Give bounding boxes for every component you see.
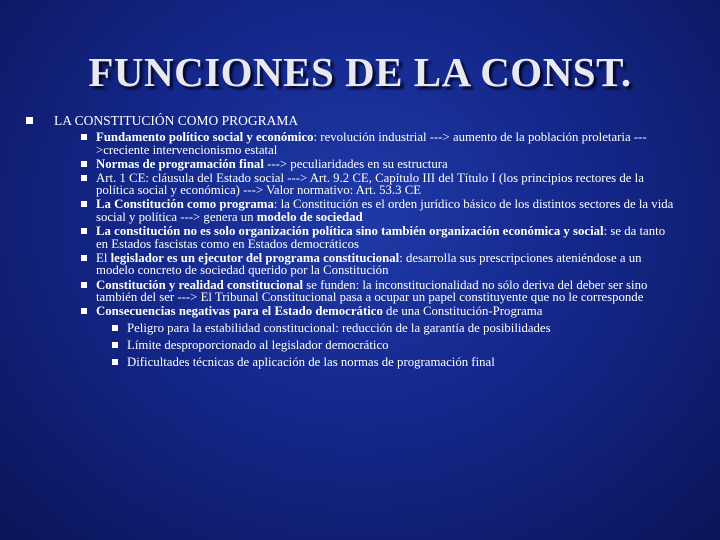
list-item xyxy=(81,279,676,304)
sub-list-item xyxy=(112,337,676,354)
item-text: ---> peculiaridades en su estructura xyxy=(263,156,448,171)
sub-item-text: Peligro para la estabilidad constitucional: reducción de la garantía de posibilidades xyxy=(127,320,551,335)
sub-list-item xyxy=(112,320,676,337)
item-text: de una Constitución-Programa xyxy=(382,304,543,319)
sub-item-text: Límite desproporcionado al legislador democrático xyxy=(127,337,389,352)
item-text: : se da tanto en Estados fascistas como en Estados democráticos xyxy=(96,224,666,251)
slide-content xyxy=(26,113,706,372)
square-bullet-icon xyxy=(81,175,87,181)
item-text: : revolución industrial ---> aumento de la población proletaria --->creciente intervencionismo estatal xyxy=(96,130,647,157)
list-item xyxy=(81,172,676,197)
square-bullet-icon xyxy=(112,342,118,348)
bullet-list xyxy=(81,131,676,371)
item-bold-text: Normas de programación final xyxy=(96,156,264,171)
square-bullet-icon xyxy=(26,117,33,124)
slide-title: FUNCIONES DE LA CONST. xyxy=(88,49,632,95)
item-text: : desarrolla sus prescripciones ateniéndose a un modelo concreto de sociedad querido por la Constitución xyxy=(96,250,642,278)
list-item xyxy=(81,305,676,371)
sub-list-item xyxy=(112,354,676,371)
item-text: : la Constitución es el orden jurídico básico de los distintos sectores de la vida social y política ---> genera un xyxy=(96,197,674,225)
square-bullet-icon xyxy=(81,255,87,261)
item-text: Art. 1 CE: cláusula del Estado social ---> Art. 9.2 CE, Capítulo III del Título I (los principios rectores de la política social y económica) ---> Valor normativo: Art. 53.3 CE xyxy=(96,170,644,198)
item-text: se funden: la inconstitucionalidad no sólo deriva del deber ser sino también del ser ---> El Tribunal Constitucional pasa a ocupar un papel constituyente que no le corresponde xyxy=(96,277,648,305)
item-bold-text: Constitución y realidad constitucional xyxy=(96,277,304,292)
list-item xyxy=(81,131,676,156)
square-bullet-icon xyxy=(81,201,87,207)
list-item xyxy=(81,252,676,277)
item-bold-text: Fundamento político social y económico xyxy=(96,130,314,144)
item-bold-text: Consecuencias negativas para el Estado democrático xyxy=(96,304,383,319)
square-bullet-icon xyxy=(81,161,87,167)
square-bullet-icon xyxy=(81,134,87,140)
sub-bullet-list xyxy=(112,320,676,371)
item-bold-text: La constitución no es solo organización política sino también organización económica y social xyxy=(96,224,604,239)
square-bullet-icon xyxy=(81,308,87,314)
item-bold-text: legislador es un ejecutor del programa constitucional xyxy=(110,250,400,265)
item-text: El xyxy=(96,250,111,265)
square-bullet-icon xyxy=(112,325,118,331)
list-item xyxy=(81,158,676,171)
square-bullet-icon xyxy=(112,359,118,365)
square-bullet-icon xyxy=(81,282,87,288)
list-item xyxy=(81,225,676,250)
list-item xyxy=(81,198,676,223)
item-bold-text: La Constitución como programa xyxy=(96,197,274,212)
square-bullet-icon xyxy=(81,228,87,234)
heading-bullet xyxy=(26,113,706,129)
item-bold-text: modelo de sociedad xyxy=(256,210,363,225)
section-heading: LA CONSTITUCIÓN COMO PROGRAMA xyxy=(54,113,299,128)
sub-item-text: Dificultades técnicas de aplicación de las normas de programación final xyxy=(127,354,495,369)
